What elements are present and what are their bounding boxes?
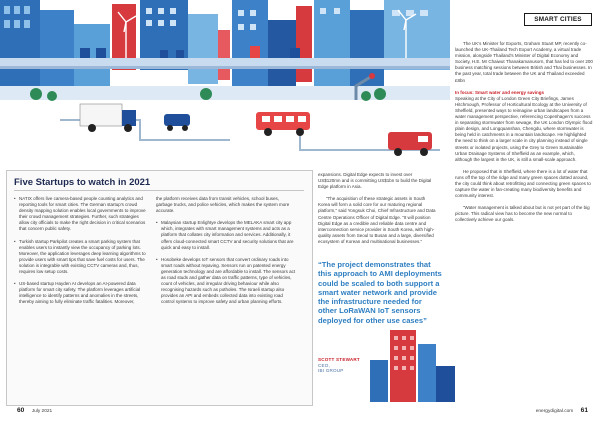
- pull-quote: “The project demonstrates that this approach to AMI deployments could be scaled to both support a smart water network and provide the infrastructure needed for other LoRaWAN IoT sensors deployed for other use cases”: [318, 260, 442, 325]
- smart-city-illustration: [0, 0, 450, 168]
- quote-company: IBI GROUP: [318, 368, 344, 374]
- list-item: • US-based startup Hayden AI develops an AI-powered data platform for smart city safety. The platform leverages artificial intelligence to identify patterns and anomalies in the streets, thereby aiming to fully eliminate traffic fatalities. Moreover,: [14, 281, 150, 305]
- body-paragraph: “Water management is talked about but is not yet part of the big picture. This radical view has to become the new normal to collectively achieve our goals.: [455, 205, 590, 223]
- section-tag: SMART CITIES: [524, 13, 592, 26]
- body-paragraph: He proposed that in Sheffield, where there is a lot of water that runs off the top of the ridge and many green spaces dotted around, the city could think about retrofitting and connecting green spaces to capture the water in fan-creating many biodiversity benefits and community interest.: [455, 168, 591, 199]
- list-item: • Malaysian startup Enlightye develops the MELAKA smart city app which, integrates with smart management systems and acts as a platform that collates city information and services. Additionally, it offers cloud-connected smart CCTV and security solutions that are quick and easy to install.: [156, 220, 296, 250]
- article-column-3: [318, 172, 436, 251]
- decorative-buildings: [370, 330, 455, 402]
- box-divider: [14, 190, 304, 191]
- list-item: • Hosobeke develops IoT sensors that convert ordinary roads into smart roads without repaving. Sensors run on patented energy generation technology and are affordable to install. The sensors act as road studs and gather data on traffic patterns, type of vehicles, count of vehicles, and irregular driving behaviour while also recognising hazards such as potholes. The Israeli startup also provides an API and embeds collected data into existing road control systems to improve safety and urban planning efforts.: [156, 257, 296, 306]
- quote-author: SCOTT STEWART: [318, 357, 360, 362]
- page-number-left: 60: [17, 407, 25, 414]
- quote-role: CEO,: [318, 362, 331, 368]
- footer-right: [536, 407, 588, 414]
- page-number-right: 61: [580, 407, 588, 414]
- issue-date: July 2021: [31, 409, 53, 414]
- list-item-continued: the platform receives data from transit vehicles, school buses, garbage trucks, and police vehicles, which makes the system more accurate.: [156, 196, 290, 214]
- startups-column-2: [156, 196, 296, 312]
- article-column-4: [455, 41, 593, 230]
- body-paragraph: expansions. Digital Edge expects to invest over US$120mn and is committing US$1bn to build the Digital Edge platform in Asia.: [318, 172, 432, 190]
- quote-attribution: [318, 357, 360, 374]
- list-item: • NATIX offers live camera-based people counting analytics and reporting tools for smart cities. The German startup’s crowd density mapping solution enables local governments to improve their crowd management strategies. Further, such strategies allow city officials to make the right decision in critical scenarios that concern public safety.: [14, 196, 150, 233]
- website-url[interactable]: energydigital.com: [535, 409, 574, 414]
- startups-column-1: [14, 196, 150, 312]
- body-paragraph: Speaking at the City of London Green City Briefings, James Hitchmough, Professor of Horticultural Ecology at the University of Sheffield, presented ways to reimagine urban landscapes from a water management perspective, referencing Copenhagen’s success in separating stormwater from sewage, the UK London Olympic flood plain design, and Longquanshan, Chengdu, where stormwater is being held in catchments in a mountain landscape. He highlighted the need to think on a larger scale in city planning instead of single streets or isolated projects, using the Grey to Green Sustainable Urban Drainage Systems of Sheffield as an example, which, although the largest in the UK, is still a small-scale approach.: [455, 95, 593, 162]
- subheading: In focus: Smart water and energy savings: [455, 89, 545, 95]
- body-paragraph: The UK’s Minister for Exports, Graham Stuart MP, recently co-launched the UK-Thailand Tech Export Academy, a virtual trade mission, alongside Thailand’s Minister of Digital Economy and Society, H.E. Mr Chaiwut Thanakamanusorn, that has led to over 200 business matching sessions between British and Thai businesses. In the past year, total trade between the UK and Thailand exceeded £8bn: [455, 41, 593, 83]
- footer-left: [17, 407, 52, 414]
- body-paragraph: “The acquisition of these strategic assets in South Korea will form a solid core for our maturing regional platform,” said Yongsuk Choi, Chief Infrastructure and Data Centre Operations Officer of Digital Edge. “It will position Digital Edge as a credible and reliable data centre and interconnection service provider in South Korea, with high-quality assets from Seoul to Busan and a large, diversified ecosystem of Korean and multinational businesses.”: [318, 196, 436, 244]
- box-title: Five Startups to watch in 2021: [14, 177, 151, 188]
- list-item: • Turkish startup Parkpilot creates a smart parking system that enables users to instantly view the occupancy of parking lots. Moreover, the application leverages deep learning algorithms to provide users with smart tips that save fuel costs for users. The solution is integrable with existing CCTV cameras and, thus, requires low setup costs.: [14, 239, 150, 276]
